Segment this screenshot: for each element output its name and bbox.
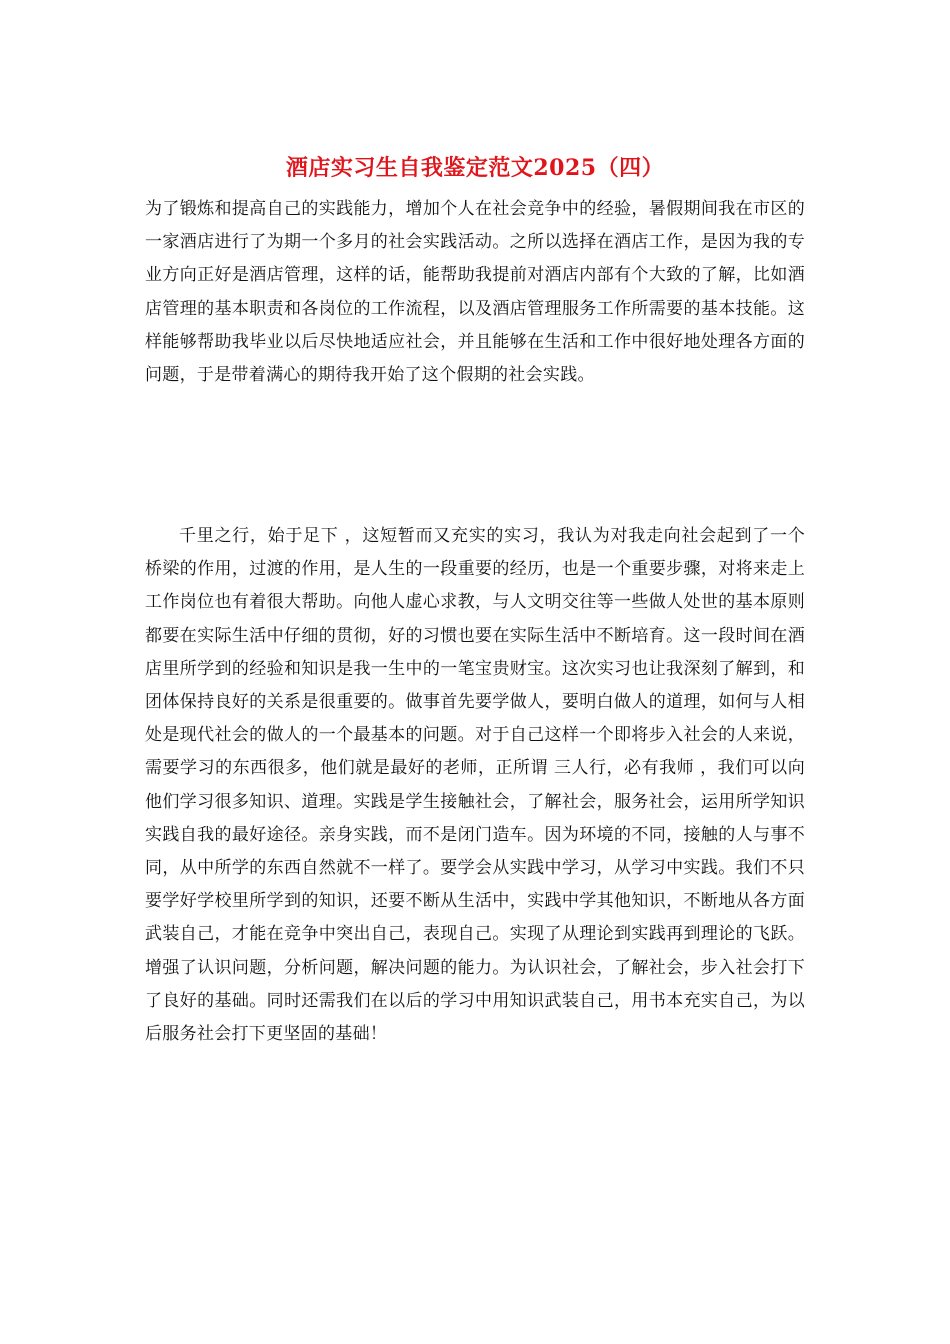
- paragraph-intro: 为了锻炼和提高自己的实践能力，增加个人在社会竞争中的经验，暑假期间我在市区的一家酒店进行了为期一个多月的社会实践活动。之所以选择在酒店工作，是因为我的专业方向正好是酒店管理，这样的话，能帮助我提前对酒店内部有个大致的了解，比如酒店管理的基本职责和各岗位的工作流程，以及酒店管理服务工作所需要的基本技能。这样能够帮助我毕业以后尽快地适应社会，并且能够在生活和工作中很好地处理各方面的问题，于是带着满心的期待我开始了这个假期的社会实践。: [145, 199, 805, 386]
- paragraph-reflection: 千里之行，始于足下 ，这短暂而又充实的实习，我认为对我走向社会起到了一个桥梁的作用，过渡的作用，是人生的一段重要的经历，也是一个重要步骤，对将来走上工作岗位也有着很大帮助。向他人虚心求教，与人文明交往等一些做人处世的基本原则都要在实际生活中仔细的贯彻，好的习惯也要在实际生活中不断培育。这一段时间在酒店里所学到的经验和知识是我一生中的一笔宝贵财宝。这次实习也让我深刻了解到，和团体保持良好的关系是很重要的。做事首先要学做人，要明白做人的道理，如何与人相处是现代社会的做人的一个最基本的问题。对于自己这样一个即将步入社会的人来说，需要学习的东西很多，他们就是最好的老师，正所谓 三人行，必有我师 ，我们可以向他们学习很多知识、道理。实践是学生接触社会，了解社会，服务社会，运用所学知识实践自我的最好途径。亲身实践，而不是闭门造车。因为环境的不同，接触的人与事不同，从中所学的东西自然就不一样了。要学会从实践中学习，从学习中实践。我们不只要学好学校里所学到的知识，还要不断从生活中，实践中学其他知识，不断地从各方面武装自己，才能在竞争中突出自己，表现自己。实现了从理论到实践再到理论的飞跃。增强了认识问题，分析问题，解决问题的能力。为认识社会，了解社会，步入社会打下了良好的基础。同时还需我们在以后的学习中用知识武装自己，用书本充实自己，为以后服务社会打下更坚固的基础！: [145, 526, 805, 1045]
- document-title: 酒店实习生自我鉴定范文2025（四）: [285, 155, 665, 181]
